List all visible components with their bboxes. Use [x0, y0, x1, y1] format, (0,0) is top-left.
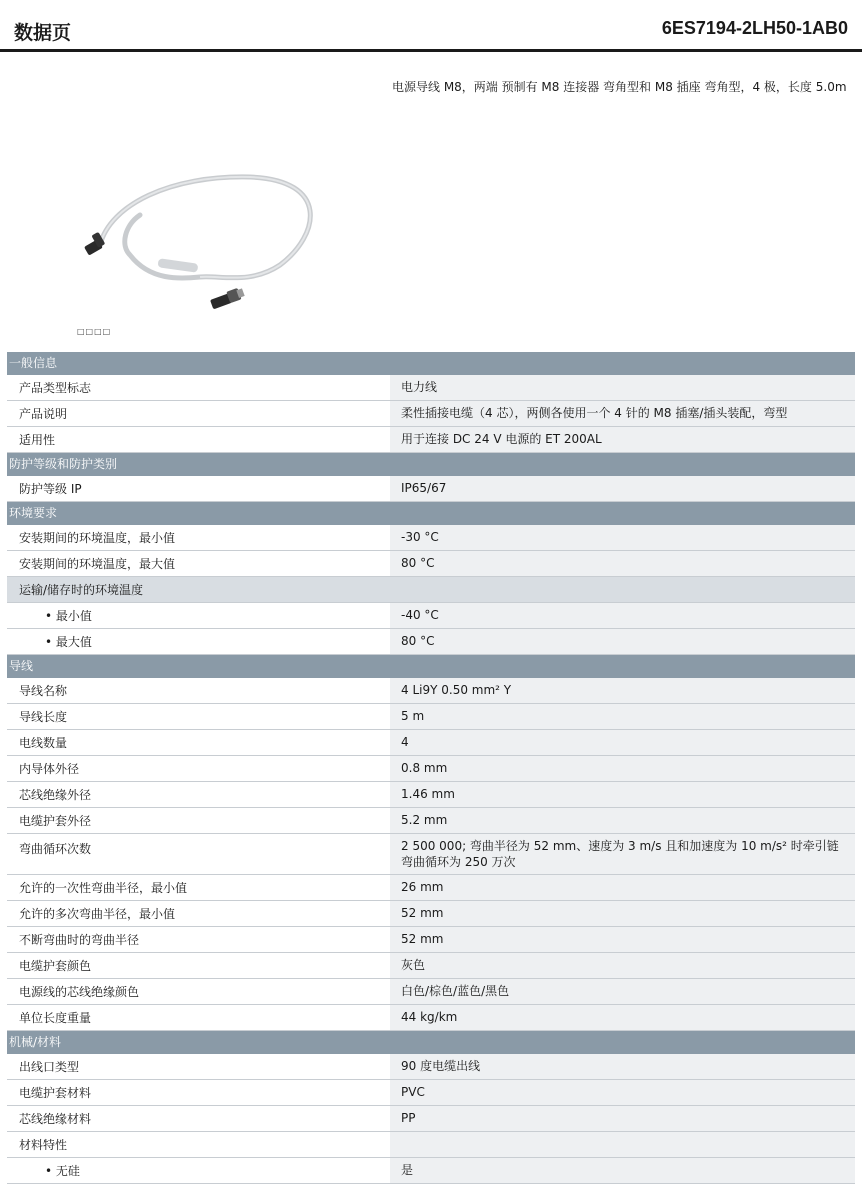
row-label: 电线数量 [7, 730, 390, 755]
row-value: 5.2 mm [390, 808, 855, 833]
row-value: 是 [390, 1158, 855, 1183]
row-value: 90 度电缆出线 [390, 1054, 855, 1079]
page-title: 数据页 [14, 22, 72, 44]
row-label: 材料特性 [7, 1132, 390, 1157]
row-value: 2 500 000; 弯曲半径为 52 mm、速度为 3 m/s 且和加速度为 10 m/s² 时牵引链弯曲循环为 250 万次 [390, 834, 855, 874]
spec-table [7, 352, 855, 1184]
section-cable: 导线 [7, 655, 855, 678]
row-label: 导线长度 [7, 704, 390, 729]
table-row [7, 401, 855, 427]
table-row [7, 875, 855, 901]
row-label: 防护等级 IP [7, 476, 390, 501]
table-row [7, 782, 855, 808]
row-label: 电源线的芯线绝缘颜色 [7, 979, 390, 1004]
row-label: 芯线绝缘材料 [7, 1106, 390, 1131]
row-value: 4 Li9Y 0.50 mm² Y [390, 678, 855, 703]
row-label: 允许的多次弯曲半径，最小值 [7, 901, 390, 926]
row-value: 80 °C [390, 551, 855, 576]
row-value: 44 kg/km [390, 1005, 855, 1030]
table-row [7, 979, 855, 1005]
row-value: 52 mm [390, 927, 855, 952]
row-value: 52 mm [390, 901, 855, 926]
table-row [7, 756, 855, 782]
row-value: PP [390, 1106, 855, 1131]
subsection-label: 运输/储存时的环境温度 [7, 577, 390, 602]
table-row [7, 603, 855, 629]
table-row [7, 808, 855, 834]
table-row [7, 1106, 855, 1132]
row-label: 芯线绝缘外径 [7, 782, 390, 807]
row-label: 单位长度重量 [7, 1005, 390, 1030]
row-value: IP65/67 [390, 476, 855, 501]
row-label: 允许的一次性弯曲半径，最小值 [7, 875, 390, 900]
product-description: 电源导线 M8，两端 预制有 M8 连接器 弯角型和 M8 插座 弯角型，4 极，长度 5.0m [392, 80, 847, 94]
subsection-row [7, 577, 855, 603]
table-row [7, 525, 855, 551]
row-label: 出线口类型 [7, 1054, 390, 1079]
row-label: 适用性 [7, 427, 390, 452]
row-label: 电缆护套材料 [7, 1080, 390, 1105]
row-value: 电力线 [390, 375, 855, 400]
cable-product-image [70, 165, 330, 325]
section-general: 一般信息 [7, 352, 855, 375]
row-value: 柔性插接电缆（4 芯），两侧各使用一个 4 针的 M8 插塞/插头装配，弯型 [390, 401, 855, 426]
table-row [7, 901, 855, 927]
table-row [7, 678, 855, 704]
table-row [7, 704, 855, 730]
row-value: 白色/棕色/蓝色/黑色 [390, 979, 855, 1004]
table-row [7, 427, 855, 453]
row-value: 4 [390, 730, 855, 755]
table-row [7, 927, 855, 953]
row-label: 电缆护套颜色 [7, 953, 390, 978]
row-value: 1.46 mm [390, 782, 855, 807]
row-value: 5 m [390, 704, 855, 729]
row-label: 产品类型标志 [7, 375, 390, 400]
table-row [7, 1080, 855, 1106]
row-value: 用于连接 DC 24 V 电源的 ET 200AL [390, 427, 855, 452]
table-row [7, 551, 855, 577]
row-label: • 最小值 [7, 603, 390, 628]
row-label: 导线名称 [7, 678, 390, 703]
table-row [7, 1005, 855, 1031]
row-value-empty [390, 577, 855, 602]
table-row [7, 953, 855, 979]
row-label: 内导体外径 [7, 756, 390, 781]
section-protection: 防护等级和防护类别 [7, 453, 855, 476]
table-row [7, 1132, 855, 1158]
table-row [7, 730, 855, 756]
table-row [7, 375, 855, 401]
row-label: 不断弯曲时的弯曲半径 [7, 927, 390, 952]
row-label: 安装期间的环境温度，最大值 [7, 551, 390, 576]
row-value: 80 °C [390, 629, 855, 654]
section-mechanics: 机械/材料 [7, 1031, 855, 1054]
page-header [0, 0, 862, 52]
row-label: 产品说明 [7, 401, 390, 426]
section-environment: 环境要求 [7, 502, 855, 525]
row-label: 弯曲循环次数 [7, 834, 390, 874]
table-row [7, 1158, 855, 1184]
row-value: 0.8 mm [390, 756, 855, 781]
row-label: • 最大值 [7, 629, 390, 654]
image-caption: □□□□ [77, 327, 112, 336]
row-value: -30 °C [390, 525, 855, 550]
part-number: 6ES7194-2LH50-1AB0 [661, 18, 848, 38]
row-value: 26 mm [390, 875, 855, 900]
table-row [7, 629, 855, 655]
row-label: 安装期间的环境温度，最小值 [7, 525, 390, 550]
row-label: • 无硅 [7, 1158, 390, 1183]
row-value: -40 °C [390, 603, 855, 628]
row-label: 电缆护套外径 [7, 808, 390, 833]
table-row [7, 476, 855, 502]
table-row [7, 1054, 855, 1080]
table-row [7, 834, 855, 875]
row-value: PVC [390, 1080, 855, 1105]
row-value: 灰色 [390, 953, 855, 978]
